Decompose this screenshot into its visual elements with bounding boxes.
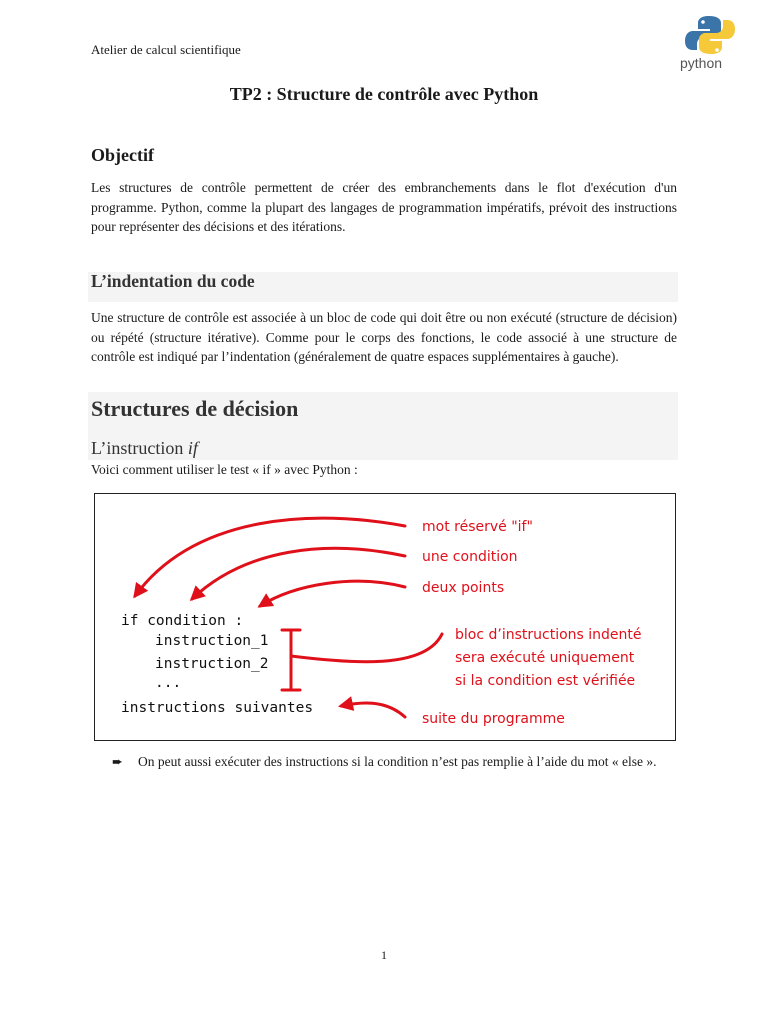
- if-subheading: [91, 438, 198, 459]
- annotation-block-line2: sera exécuté uniquement: [455, 650, 635, 666]
- python-logo: [680, 14, 740, 74]
- arrow-next: [341, 703, 405, 717]
- arrow-condition: [192, 548, 405, 599]
- bullet-text: On peut aussi exécuter des instructions si la condition n’est pas remplie à l’aide du mot « else ».: [138, 754, 657, 769]
- if-intro-text: Voici comment utiliser le test « if » avec Python :: [91, 462, 358, 477]
- page-number: 1: [381, 948, 387, 962]
- block-bracket: [282, 630, 300, 690]
- if-syntax-figure: [94, 493, 676, 741]
- python-logo-text: python: [680, 55, 723, 71]
- code-line-next: instructions suivantes: [121, 700, 314, 716]
- code-line-instruction-2: instruction_2: [155, 656, 269, 672]
- objectif-heading: Objectif: [91, 145, 154, 165]
- page-title: TP2 : Structure de contrôle avec Python: [229, 84, 539, 104]
- if-syntax-diagram: [95, 494, 675, 740]
- annotation-block-line1: bloc d’instructions indenté: [455, 627, 642, 643]
- annotation-condition: une condition: [422, 549, 518, 565]
- if-subheading-keyword: if: [187, 438, 198, 458]
- arrow-right-icon: ➨: [112, 754, 123, 769]
- annotation-block-line3: si la condition est vérifiée: [455, 673, 636, 689]
- annotation-next: suite du programme: [422, 711, 565, 727]
- if-subheading-prefix: L’instruction: [91, 438, 188, 458]
- indentation-paragraph: Une structure de contrôle est associée à un bloc de code qui doit être ou non exécuté (structure de décision) ou répété (structure itérative). Comme pour le corps des fonctions, le code associé à une structure de contrôle est indiqué par l’indentation (généralement de quatre espaces supplémentaires à gauche).: [91, 310, 677, 364]
- code-line-if: if condition :: [121, 613, 244, 629]
- decision-heading: Structures de décision: [91, 396, 299, 421]
- arrow-colon: [260, 581, 405, 606]
- indentation-heading: L’indentation du code: [91, 271, 255, 291]
- header-course-name: Atelier de calcul scientifique: [91, 42, 241, 57]
- objectif-paragraph: Les structures de contrôle permettent de créer des embranchements dans le flot d'exécution d'un programme. Python, comme la plupart des langages de programmation impératifs, prévoit des instructions pour représenter des décisions et des itérations.: [91, 180, 677, 234]
- annotation-colon: deux points: [422, 580, 505, 596]
- arrow-block: [291, 634, 442, 662]
- code-line-instruction-1: instruction_1: [155, 633, 269, 649]
- annotation-reserved-word: mot réservé "if": [422, 519, 533, 535]
- code-line-ellipsis: ...: [155, 675, 182, 691]
